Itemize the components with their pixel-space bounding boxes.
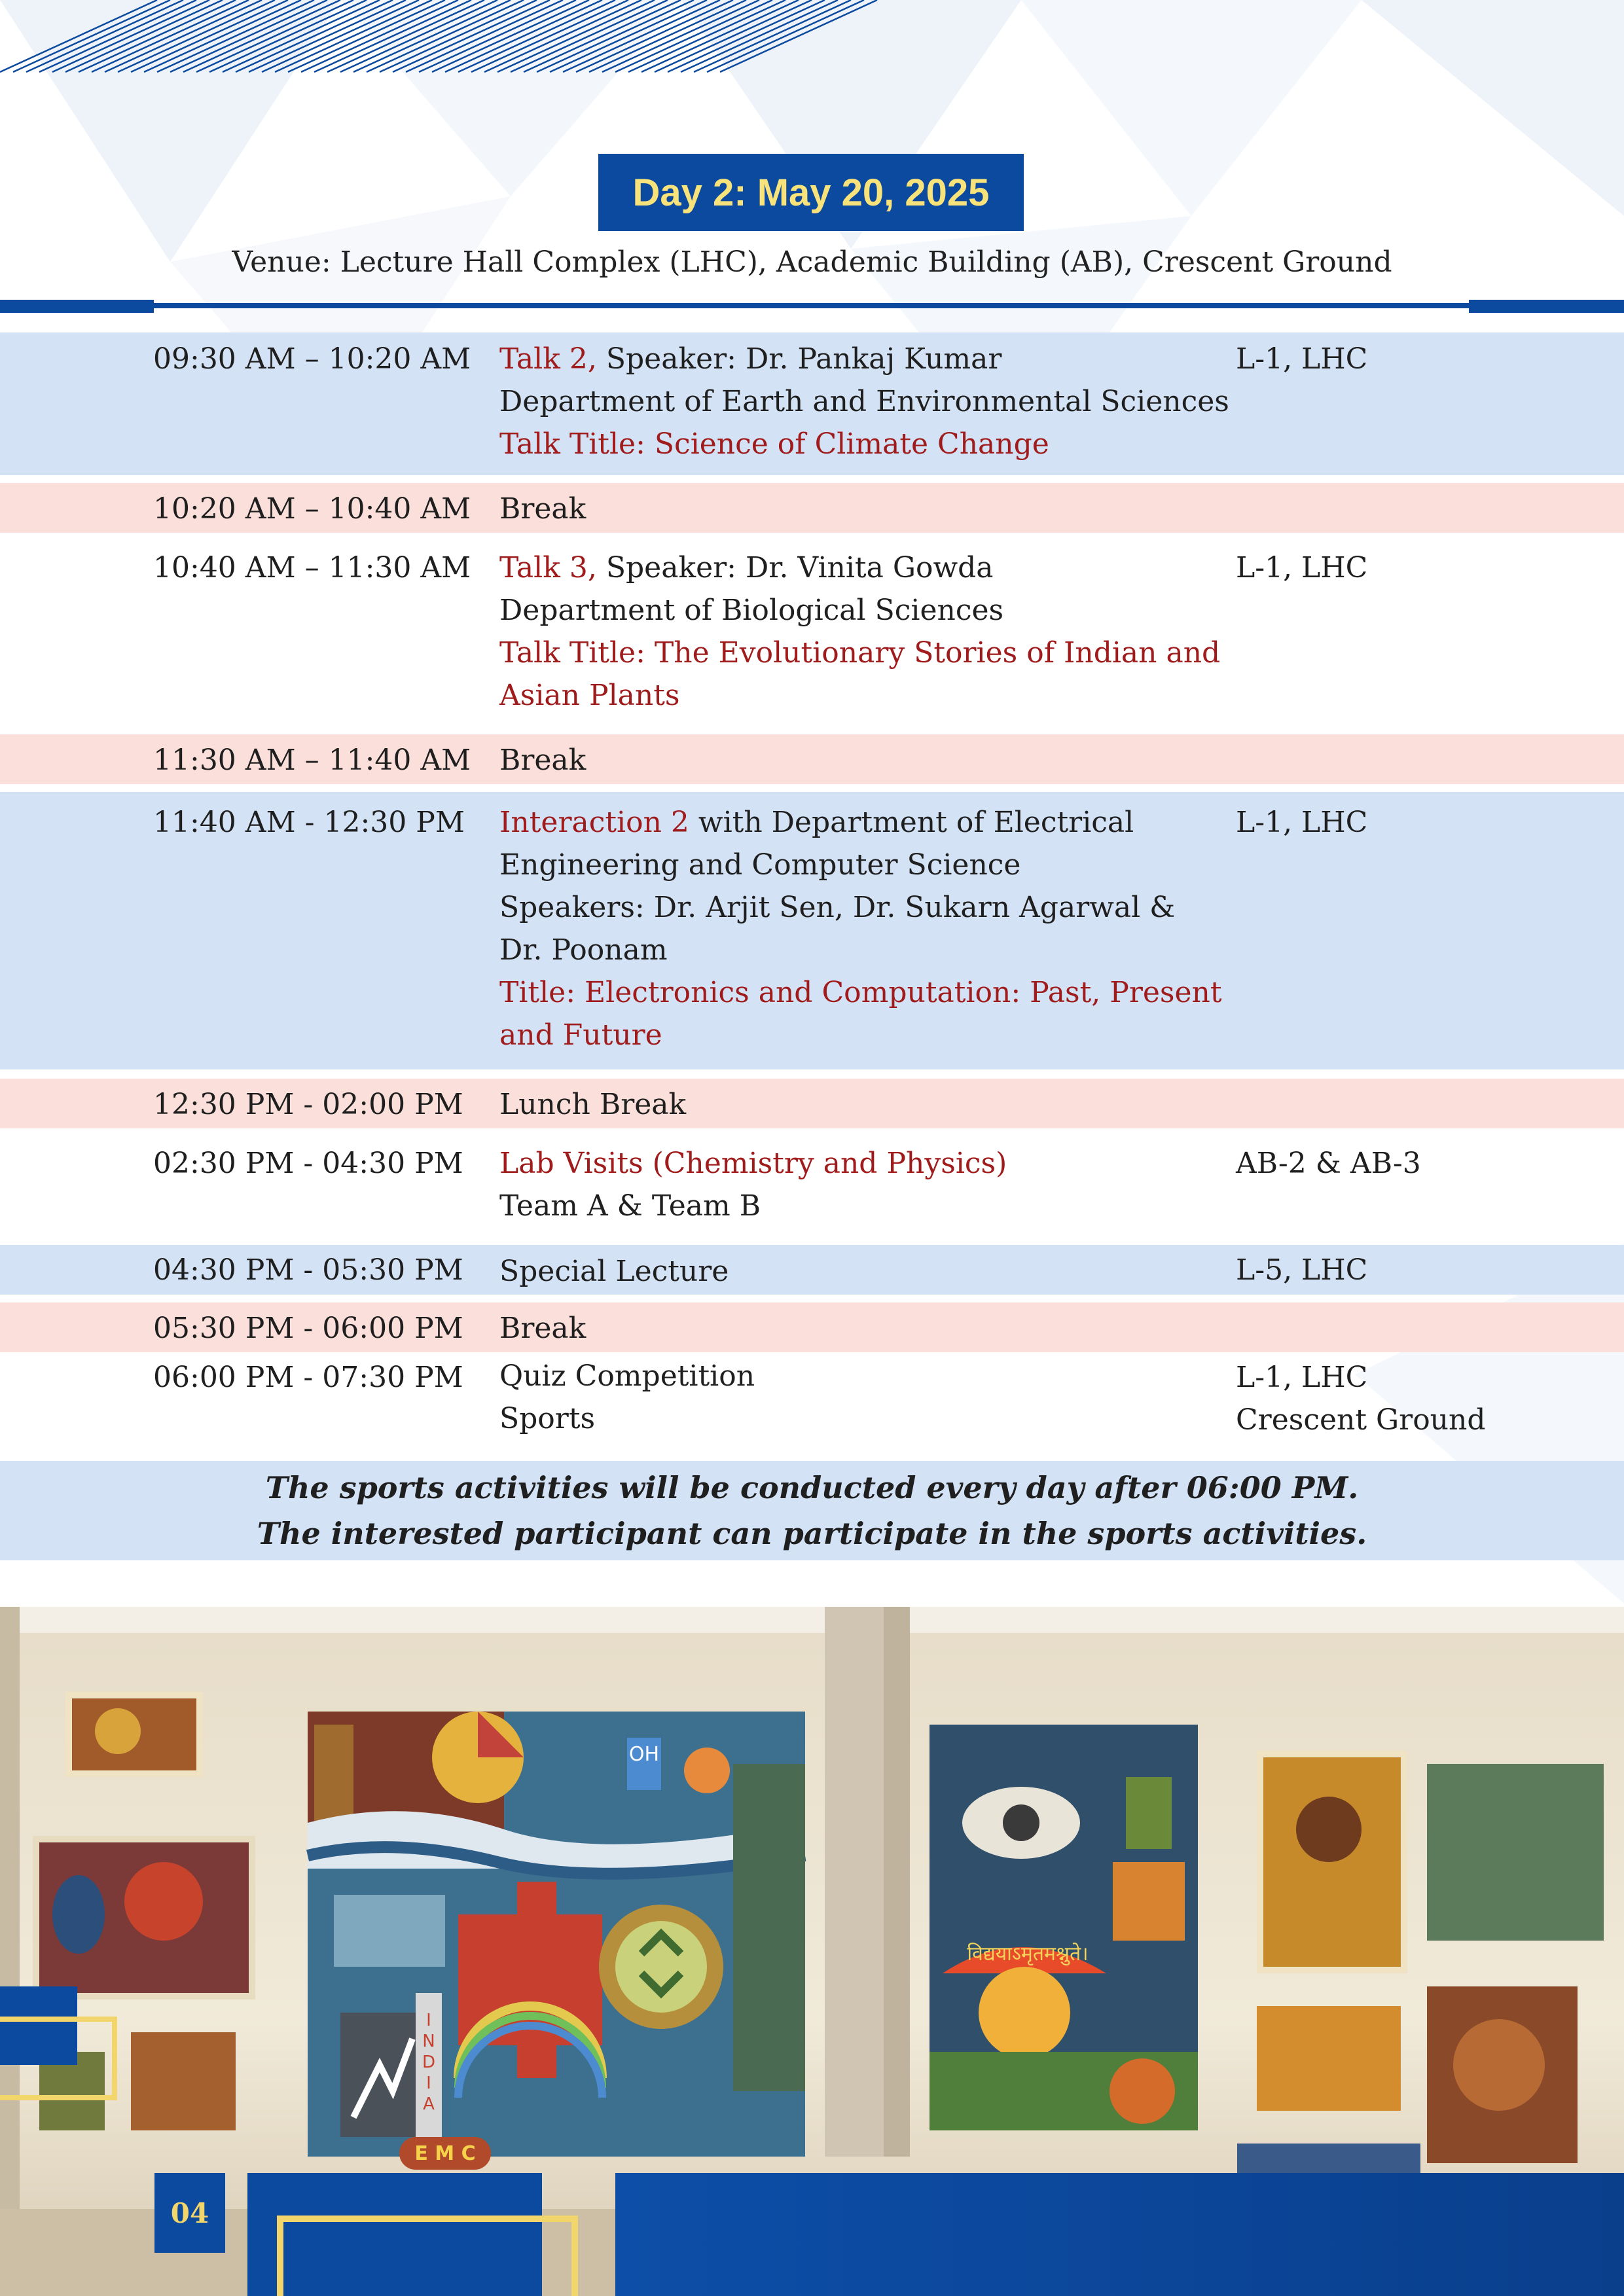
interaction-label: Interaction 2 bbox=[499, 806, 689, 839]
talk-label: Talk 2, bbox=[499, 342, 597, 376]
row-description: Break bbox=[499, 1312, 586, 1345]
schedule-row bbox=[0, 332, 1624, 475]
row-location: AB-2 & AB-3 bbox=[1236, 1147, 1421, 1180]
interaction-dept: with Department of Electrical bbox=[689, 806, 1134, 839]
page-number-badge bbox=[154, 2173, 225, 2253]
venue-line: Venue: Lecture Hall Complex (LHC), Academic Building (AB), Crescent Ground bbox=[232, 245, 1392, 279]
activity: Quiz Competition bbox=[499, 1359, 755, 1393]
schedule-row bbox=[0, 1245, 1624, 1295]
schedule-row bbox=[0, 1302, 1624, 1352]
location: L-1, LHC bbox=[1236, 1361, 1368, 1394]
speakers-cont: Dr. Poonam bbox=[499, 933, 668, 967]
day-title: Day 2: May 20, 2025 bbox=[632, 171, 990, 214]
row-time: 11:30 AM – 11:40 AM bbox=[153, 744, 471, 777]
department: Department of Earth and Environmental Sciences bbox=[499, 385, 1229, 418]
location: Crescent Ground bbox=[1236, 1403, 1486, 1437]
row-description bbox=[499, 801, 1222, 1056]
row-time: 09:30 AM – 10:20 AM bbox=[153, 342, 471, 376]
sports-notice bbox=[0, 1461, 1624, 1560]
schedule-row bbox=[0, 734, 1624, 784]
row-description bbox=[499, 338, 1229, 465]
schedule-row bbox=[0, 1355, 1624, 1460]
row-description bbox=[499, 547, 1221, 717]
department: Engineering and Computer Science bbox=[499, 848, 1021, 882]
row-time: 06:00 PM - 07:30 PM bbox=[153, 1361, 463, 1394]
row-description: Break bbox=[499, 744, 586, 777]
schedule-row bbox=[0, 1138, 1624, 1236]
speaker: Speaker: Dr. Vinita Gowda bbox=[596, 551, 994, 584]
department: Department of Biological Sciences bbox=[499, 594, 1004, 627]
mural-sanskrit-text: विद्ययाऽमृतमश्नुते। bbox=[967, 1943, 1089, 1965]
interaction-title-cont: and Future bbox=[499, 1018, 662, 1052]
notice-line: The sports activities will be conducted every day after 06:00 PM. bbox=[265, 1470, 1359, 1505]
row-time: 05:30 PM - 06:00 PM bbox=[153, 1312, 463, 1345]
interaction-title: Title: Electronics and Computation: Past, Present bbox=[499, 976, 1222, 1009]
row-time: 04:30 PM - 05:30 PM bbox=[153, 1253, 463, 1287]
row-location bbox=[1236, 1356, 1486, 1441]
speakers: Speakers: Dr. Arjit Sen, Dr. Sukarn Agarwal & bbox=[499, 891, 1176, 924]
schedule-row bbox=[0, 1079, 1624, 1128]
page-number: 04 bbox=[170, 2197, 209, 2229]
divider bbox=[0, 303, 1624, 308]
mural-india-text: I N D I A bbox=[422, 2011, 436, 2114]
day-title-banner bbox=[598, 154, 1024, 231]
notice-line: The interested participant can participate in the sports activities. bbox=[257, 1516, 1367, 1551]
activity: Sports bbox=[499, 1402, 596, 1435]
art-gallery-photo bbox=[0, 1607, 1624, 2296]
divider-accent-right bbox=[1469, 300, 1624, 313]
lab-visit-label: Lab Visits (Chemistry and Physics) bbox=[499, 1147, 1007, 1180]
row-description bbox=[499, 1355, 1206, 1440]
mural-oh-text: OH bbox=[628, 1743, 660, 1766]
row-time: 02:30 PM - 04:30 PM bbox=[153, 1147, 463, 1180]
row-description: Lunch Break bbox=[499, 1088, 687, 1121]
talk-title: Talk Title: Science of Climate Change bbox=[499, 427, 1049, 461]
row-time: 10:40 AM – 11:30 AM bbox=[153, 551, 471, 584]
schedule-row bbox=[0, 792, 1624, 1069]
mural-emc-text: E M C bbox=[414, 2142, 476, 2165]
row-location: L-5, LHC bbox=[1236, 1253, 1368, 1287]
talk-label: Talk 3, bbox=[499, 551, 597, 584]
row-location: L-1, LHC bbox=[1236, 551, 1368, 584]
row-location: L-1, LHC bbox=[1236, 342, 1368, 376]
row-description: Special Lecture bbox=[499, 1255, 729, 1288]
talk-title-cont: Asian Plants bbox=[499, 679, 680, 712]
divider-accent-left bbox=[0, 300, 154, 313]
talk-title: Talk Title: The Evolutionary Stories of Indian and bbox=[499, 636, 1221, 670]
row-time: 11:40 AM - 12:30 PM bbox=[153, 806, 465, 839]
row-description bbox=[499, 1142, 1206, 1227]
row-time: 10:20 AM – 10:40 AM bbox=[153, 492, 471, 526]
row-time: 12:30 PM - 02:00 PM bbox=[153, 1088, 463, 1121]
speaker: Speaker: Dr. Pankaj Kumar bbox=[596, 342, 1002, 376]
row-description: Break bbox=[499, 492, 586, 526]
schedule-row bbox=[0, 483, 1624, 533]
row-location: L-1, LHC bbox=[1236, 806, 1368, 839]
teams: Team A & Team B bbox=[499, 1189, 761, 1223]
schedule-row bbox=[0, 542, 1624, 728]
